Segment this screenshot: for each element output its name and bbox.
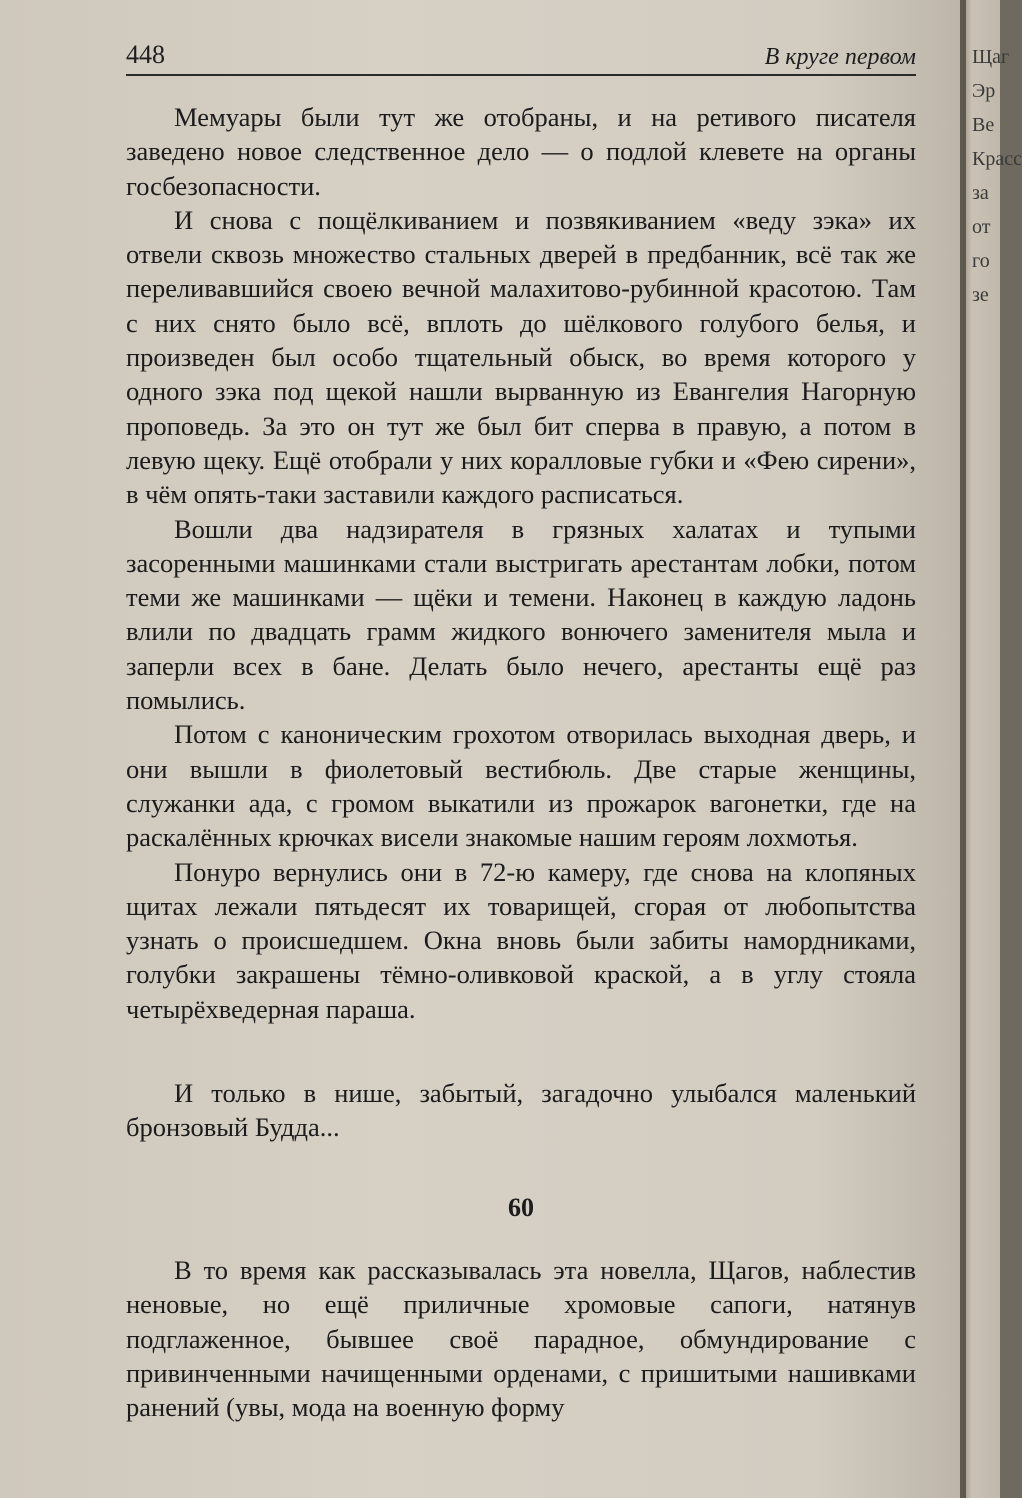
section-gap: [126, 1026, 916, 1076]
paragraph: Мемуары были тут же отобраны, и на ретивого писателя заведено новое следственное дело — о подлой клевете на органы госбезопасности.: [126, 102, 916, 201]
page-number: 448: [126, 40, 165, 69]
book-title: В круге первом: [764, 44, 916, 70]
chapter-number: 60: [508, 1192, 534, 1222]
adjacent-page-text: Щаг Эр Ве Красс за от го зе: [972, 46, 1022, 306]
closing-paragraph: И только в нише, забытый, загадочно улыбался маленький бронзовый Будда...: [126, 1078, 916, 1143]
adjacent-page-edge: [960, 0, 1022, 1498]
paragraph: Понуро вернулись они в 72-ю камеру, где снова на клопяных щитах лежали пятьдесят их товарищей, сгорая от любопытства узнать о происшедшем. Окна вновь были забиты намордниками, голубки закрашены тёмно-оливковой краской, а в углу стояла четырёхведерная параша.: [126, 856, 916, 1024]
body-text: [126, 100, 916, 1424]
running-head: [126, 36, 916, 76]
paragraph: Потом с каноническим грохотом отворилась выходная дверь, и они вышли в фиолетовый вестибюль. Две старые женщины, служанки ада, с громом выкатили из прожарок вагонетки, где на раскалённых крючках висели знакомые нашим героям лохмотья.: [126, 719, 916, 853]
paragraph: И снова с пощёлкиванием и позвякиванием «веду зэка» их отвели сквозь множество стальных дверей в предбанник, всё так же переливавшийся своею вечной малахитово-рубинной красотою. Там с них снято было всё, вплоть до шёлкового голубого белья, и произведен был особо тщательный обыск, во время которого у одного зэка под щекой нашли вырванную из Евангелия Нагорную проповедь. За это он тут же был бит сперва в правую, а потом в левую щеку. Ещё отобрали у них коралловые губки и «Фею сирени», в чём опять-таки заставили каждого расписаться.: [126, 204, 916, 510]
header-rule: [126, 74, 916, 76]
page-fold-shadow: [960, 0, 966, 1498]
paragraph: Вошли два надзирателя в грязных халатах и тупыми засоренными машинками стали выстригать арестантам лобки, потом теми же машинками — щёки и темени. Наконец в каждую ладонь влили по двадцать грамм жидкого вонючего заменителя мыла и заперли всех в бане. Делать было нечего, арестанты ещё раз помылись.: [126, 513, 916, 716]
chapter-paragraph: В то время как рассказывалась эта новелла, Щагов, наблестив неновые, но ещё приличные хромовые сапоги, натянув подглаженное, бывшее своё парадное, обмундирование с привинченными начищенными орденами, с пришитыми нашивками ранений (увы, мода на военную форму: [126, 1254, 916, 1423]
